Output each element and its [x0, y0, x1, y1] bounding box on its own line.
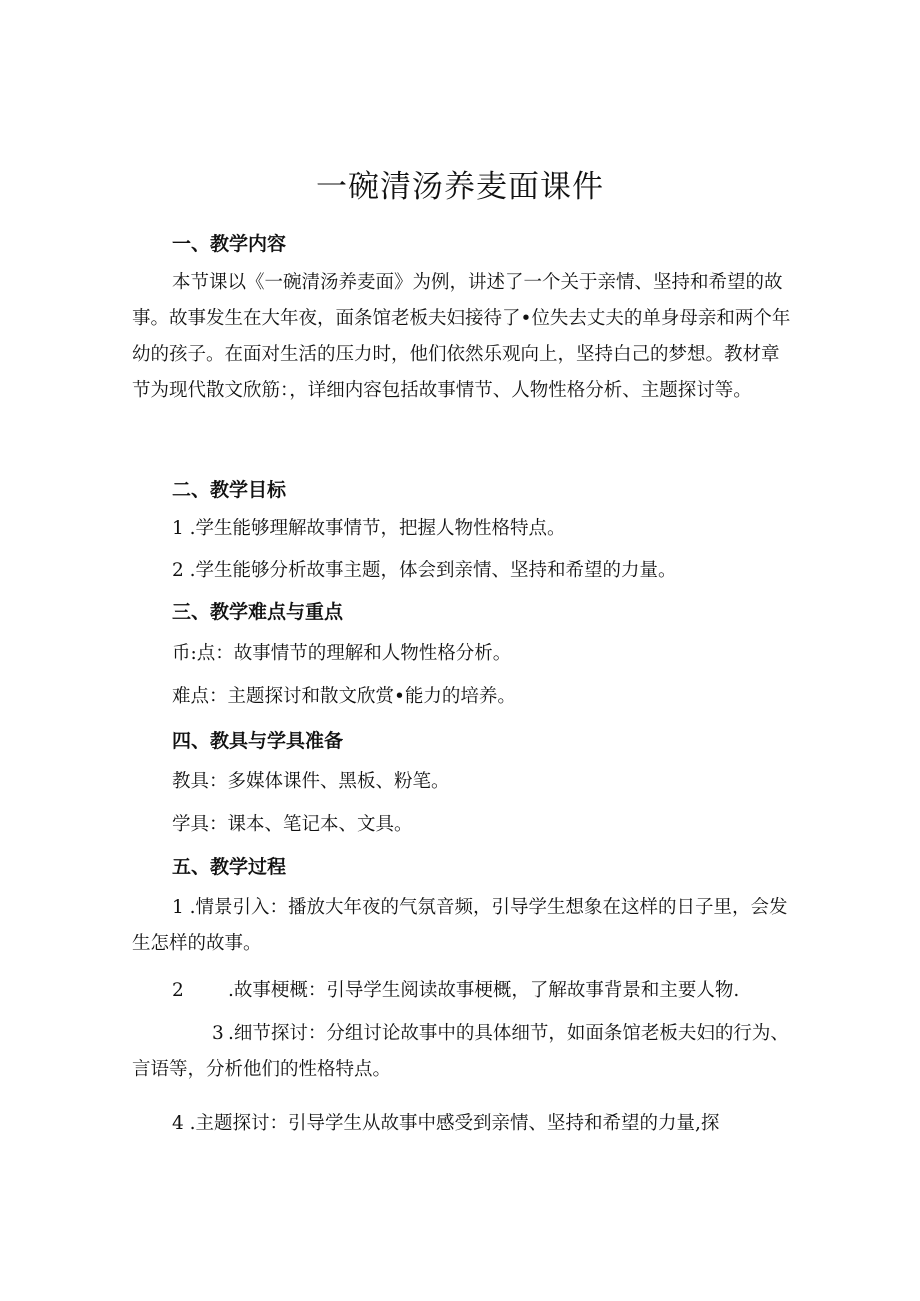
process-step-3-text: .细节探讨：分组讨论故事中的具体细节，如面条馆老板夫妇的行为、言语等，分析他们的性格特点。 [132, 1023, 789, 1080]
section-heading-teaching-goals: 二、教学目标 [172, 479, 287, 501]
section-heading-teaching-process: 五、教学过程 [172, 856, 287, 878]
difficult-point-line: 难点：主题探讨和散文欣赏•能力的培养。 [172, 686, 516, 707]
process-step-2-number: 2 [172, 980, 184, 1001]
section-heading-key-and-difficult-points: 三、教学难点与重点 [172, 601, 344, 623]
teacher-tools-line: 教具：多媒体课件、黑板、粉笔。 [172, 771, 450, 792]
process-step-1: 1 .情景引入：播放大年夜的气氛音频，引导学生想象在这样的日子里，会发生怎样的故事。 [132, 897, 788, 954]
process-step-2-text: .故事梗概：引导学生阅读故事梗概，了解故事背景和主要人物. [228, 980, 740, 1001]
section-heading-teaching-content: 一、教学内容 [172, 233, 287, 255]
document-title: 一碗清汤养麦面课件 [316, 169, 604, 205]
teaching-goal-item: 1 .学生能够理解故事情节，把握人物性格特点。 [172, 518, 566, 539]
process-step-3-number: 3 [212, 1023, 224, 1044]
process-step-4: 4 .主题探讨：引导学生从故事中感受到亲情、坚持和希望的力量,探 [172, 1113, 720, 1134]
teaching-content-paragraph: 本节课以《一碗清汤养麦面》为例，讲述了一个关于亲情、坚持和希望的故事。故事发生在大年夜，面条馆老板夫妇接待了•位失去丈夫的单身母亲和两个年幼的孩子。在面对生活的压力时，他们依然乐观向上，坚持白己的梦想。教材章节为现代散文欣筋：，详细内容包括故事情节、人物性格分析、主题探讨等。 [132, 272, 791, 401]
student-tools-line: 学具：课本、笔记本、文具。 [172, 814, 413, 835]
section-heading-tools-preparation: 四、教具与学具准备 [172, 730, 344, 752]
process-step-3 [132, 1016, 797, 1088]
teaching-goal-item: 2 .学生能够分析故事主题，体会到亲情、坚持和希望的力量。 [172, 560, 677, 581]
key-point-line: 币:点：故事情节的理解和人物性格分析。 [172, 643, 512, 664]
process-step-2 [172, 977, 739, 1005]
